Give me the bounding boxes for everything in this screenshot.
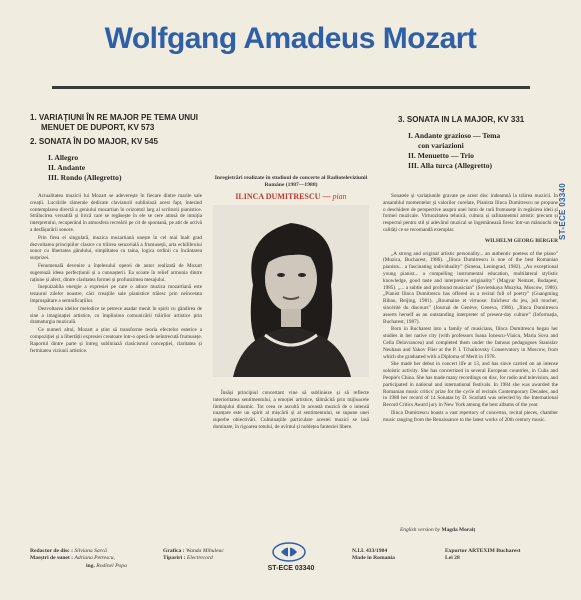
notes-paragraph: Prin firea ei singulară, muzica mozartiană unește în cel mai înalt grad dezvoltarea principiilor clasice cu trăirea senzorială a frumuseții, arta echilibrului sonor cu libertatea gândului, simplitatea cu taina, logica ordinii cu încântarea surprizei. bbox=[30, 234, 202, 262]
pianist-feature bbox=[213, 175, 369, 432]
work-3-movements bbox=[408, 131, 548, 171]
electrecord-logo bbox=[271, 541, 307, 563]
printing-label: Tipariri : bbox=[163, 555, 186, 562]
notes-center-text bbox=[213, 390, 369, 431]
editor-name: Silviana Sarcă bbox=[74, 548, 107, 554]
nii-number: N.I.I. 433/1984 bbox=[352, 548, 388, 554]
pianist-role: pian bbox=[332, 192, 347, 201]
album-title: Wolfgang Amadeus Mozart bbox=[104, 22, 477, 55]
english-paragraph: Ilinca Dumitrescu boasts a vast repertory of concertos, recital pieces, chamber music ranging from the Renaissance to the latest works of 20th century music. bbox=[383, 409, 558, 423]
author-signature: WILHELM GEORG BERGER bbox=[484, 237, 558, 244]
engineer-label: ing. bbox=[86, 562, 95, 569]
translation-name: Magda Moraiț bbox=[441, 527, 476, 533]
work-1-name-line2: MENUET DE DUPORT, KV 573 bbox=[41, 123, 155, 132]
translation-credit bbox=[400, 527, 475, 533]
movement-item: con variazioni bbox=[418, 141, 464, 150]
work-1-name: VARIAŢIUNI ÎN RE MAJOR PE TEMA UNUI bbox=[38, 113, 199, 122]
work-2-title bbox=[30, 137, 250, 147]
engineer-name: Rodinel Popa bbox=[96, 562, 127, 569]
notes-paragraph: Sonatele și variațiunile gravate pe acest disc indeamnă la trăirea muzicii. În ansamblul momentelor și valorilor corelate, Pianista Ilinca Dumitrescu ne propune o deschidere de perspective asupra unei lumi de rară frumusețe în regăsirea ideii și formei muzicale. Virtuozitatea tehnică, cultura și rafinamentul artistic precum și respectul pentru stil și adevărul muzical se îngemănează firesc într-un mănunchi de calități ce se recomandă exemplar. bbox=[383, 193, 558, 233]
footer-credits-center bbox=[163, 548, 224, 563]
exporter-label: Exportor bbox=[445, 548, 467, 554]
movement-item: II. Andante bbox=[48, 163, 86, 172]
movement-item: III. Rondo (Allegretto) bbox=[48, 173, 122, 182]
pianist-photo bbox=[213, 205, 369, 377]
notes-paragraph: Actualitatea muzicii lui Mozart se adeverește în fiecare dintre marile sale creații. Lucrările rămerale dedicate claviaturii subliniază acest fapt, întesind contemplarea directă a geniului mozartian în orizontul larg al scriiturii pianistice. Strălucirea versatilă și lirică care se regăsește în ele se cere atinsă de intuiția interpretului, recuperând în atmosfera recreării pe cit de spontană, pe atit de activă a desfășurării sonore. bbox=[30, 193, 202, 233]
notes-paragraph: Dezvoltarea ideilor melodice se petrece asadar menit în spirit cu gândirea de sine a imaginației artistice, cu împlinirea comunicării trăirilor artistice prin dramaturgia muzicală. bbox=[30, 305, 202, 326]
pianist-credit: ILINCA DUMITRESCU — pian bbox=[235, 192, 347, 201]
work-2-name: SONATA ÎN DO MAJOR, KV 545 bbox=[38, 137, 158, 146]
translation-label: English version by bbox=[400, 527, 441, 533]
notes-paragraph: Fenomenală devenire a înțelesului operei de autor realizată de Mozart sugerează ideea perfecțiunii și a cunoașterii. Ea scoate în relief armonia dintre rațiune și afect, dintre claritatea formei și profunzimea mesajului. bbox=[30, 262, 202, 283]
notes-paragraph: Însăși principiul concertant vine să sublinieze și să reflecte interioritatea sentimentului, a emoției artistice, tâlmăcită prin mijloacele limbajului dinamic. Tot ceea ce ascultă în această muzică de o intensă nuanțare este un spirit al mișcării și al sentimentului, se supune unei superbe obiectivări. Culminațiile particulare acestei muzici se lasă dominate, în rigoarea totului, de avîntul și noblețea fanteziei libere. bbox=[213, 390, 369, 430]
made-in: Made in Romania bbox=[352, 555, 395, 562]
graphics-label: Grafica : bbox=[163, 548, 185, 554]
footer-credits-legal bbox=[352, 548, 395, 563]
printing-name: Electrecord bbox=[186, 555, 213, 562]
catalog-number: ST-ECE 03340 bbox=[267, 565, 315, 572]
editor-label: Redactor de disc : bbox=[30, 548, 73, 554]
notes-right-column bbox=[383, 193, 558, 523]
movement-item: I. Andante grazioso — Tema bbox=[408, 131, 501, 140]
title-divider bbox=[52, 86, 530, 89]
program-right bbox=[398, 115, 548, 179]
footer-credits-export bbox=[445, 548, 520, 563]
english-paragraph: She made her debut in concert life at 13, and has since carried on an intense soloistic activity. She has concertized in several European countries, in Cuba and People's China. She has made many recordings on disc, for radio and television, and participated in national and international festivals. In 1984 she was awarded the Romanian music critics' prize for the cycle of recitals Contemporary Decades, and in 1988 her record of 14 Sonatas by D. Scarlatti was selected by the International Record Critics Award jury in New York among the best albums of the year. bbox=[383, 361, 558, 409]
sound-label: Maeștri de sunet : bbox=[30, 555, 74, 562]
english-paragraph: „A strong and original artistic personality... an authentic poetess of the piano” (Muzica, Bucharest, 1986). „Ilinca Dumitrescu is one of the best Romanian pianists... a fascinating individuality” (Smena, Leningrad, 1982). „An exceptional young pianist... a compelling instrumental education, multilateral stylistic knowledge, good taste and interpretive originality” (Magyar Nemzet, Budapest, 1985). „... a subtle and profound musician” (Sovietskaya Muzyka, Moscow, 1986). „Pianist Ilinca Dumitrescu has offered us a recital full of poetry” (Guangming Ribao, Beijing, 1981). „Roumaine et virtuose: fraîcheur du jeu, joli toucher, sincérité du discours” (Journal de Genève, Geneva, 1986). „Ilinca Dumitrescu asserts herself as an outstanding interpreter of present-day culture” (Informația, Bucharest, 1987). bbox=[383, 250, 558, 325]
notes-left-column bbox=[30, 193, 202, 538]
side-catalog-code: ST-ECE 03340 bbox=[558, 183, 567, 240]
pianist-name: ILINCA DUMITRESCU bbox=[235, 192, 321, 201]
english-paragraph: Born in Bucharest into a family of musicians, Ilinca Dumitrescu began her studies in her native city (with professors Ioana Ionescu-Vlaicu, Maria Sova and Cella Delavrancea) and completed them under the famous pedagogues Stanislav Neuhaus and Yakov Flier at the P. I. Tchaikovsky Conservatory in Moscow, from which she graduated with a Diploma of Merit in 1978. bbox=[383, 326, 558, 360]
movement-item: III. Alla turca (Allegretto) bbox=[408, 161, 493, 170]
graphics-name: Wanda Mihuleac bbox=[186, 548, 224, 554]
price: Lei 28 bbox=[445, 555, 460, 562]
footer-credits-left bbox=[30, 548, 127, 570]
exporter-name: ARTEXIM Bucharest bbox=[468, 548, 521, 554]
sound-name: Adriana Petrescu, bbox=[74, 555, 115, 562]
movement-item: I. Allegro bbox=[48, 153, 79, 162]
recording-note: Inregistrări realizate în studioul de concerte al Radioteleviziunii Române (1987—1988) bbox=[214, 175, 368, 188]
work-1-number: 1. bbox=[30, 113, 37, 122]
movement-item: II. Menuetto — Trio bbox=[408, 151, 474, 160]
notes-paragraph: Ce numeri altul, Mozart a știut să transforme teoria efectelor estetice a compoziției și a libertății expresiei creatoare într-o operă de neîntrecută frumusețe. Raportul dintre parte și întreg subliniază clasicismul concepției, claritatea și fermitatea viziunii artistice. bbox=[30, 327, 202, 354]
work-3-number: 3. bbox=[398, 115, 405, 124]
work-1-title bbox=[30, 113, 250, 133]
work-2-number: 2. bbox=[30, 137, 37, 146]
work-3-name: SONATA IN LA MAJOR, KV 331 bbox=[406, 115, 525, 124]
notes-paragraph: Inepuizabila energie a expresiei pe care o aduce muzica mozartiană este tezaurul zilelor noastre, căci creațiile sale pianistice trăiesc prin neîncetata împrospătare a semnificațiilor. bbox=[30, 284, 202, 304]
work-3-title bbox=[398, 115, 548, 125]
